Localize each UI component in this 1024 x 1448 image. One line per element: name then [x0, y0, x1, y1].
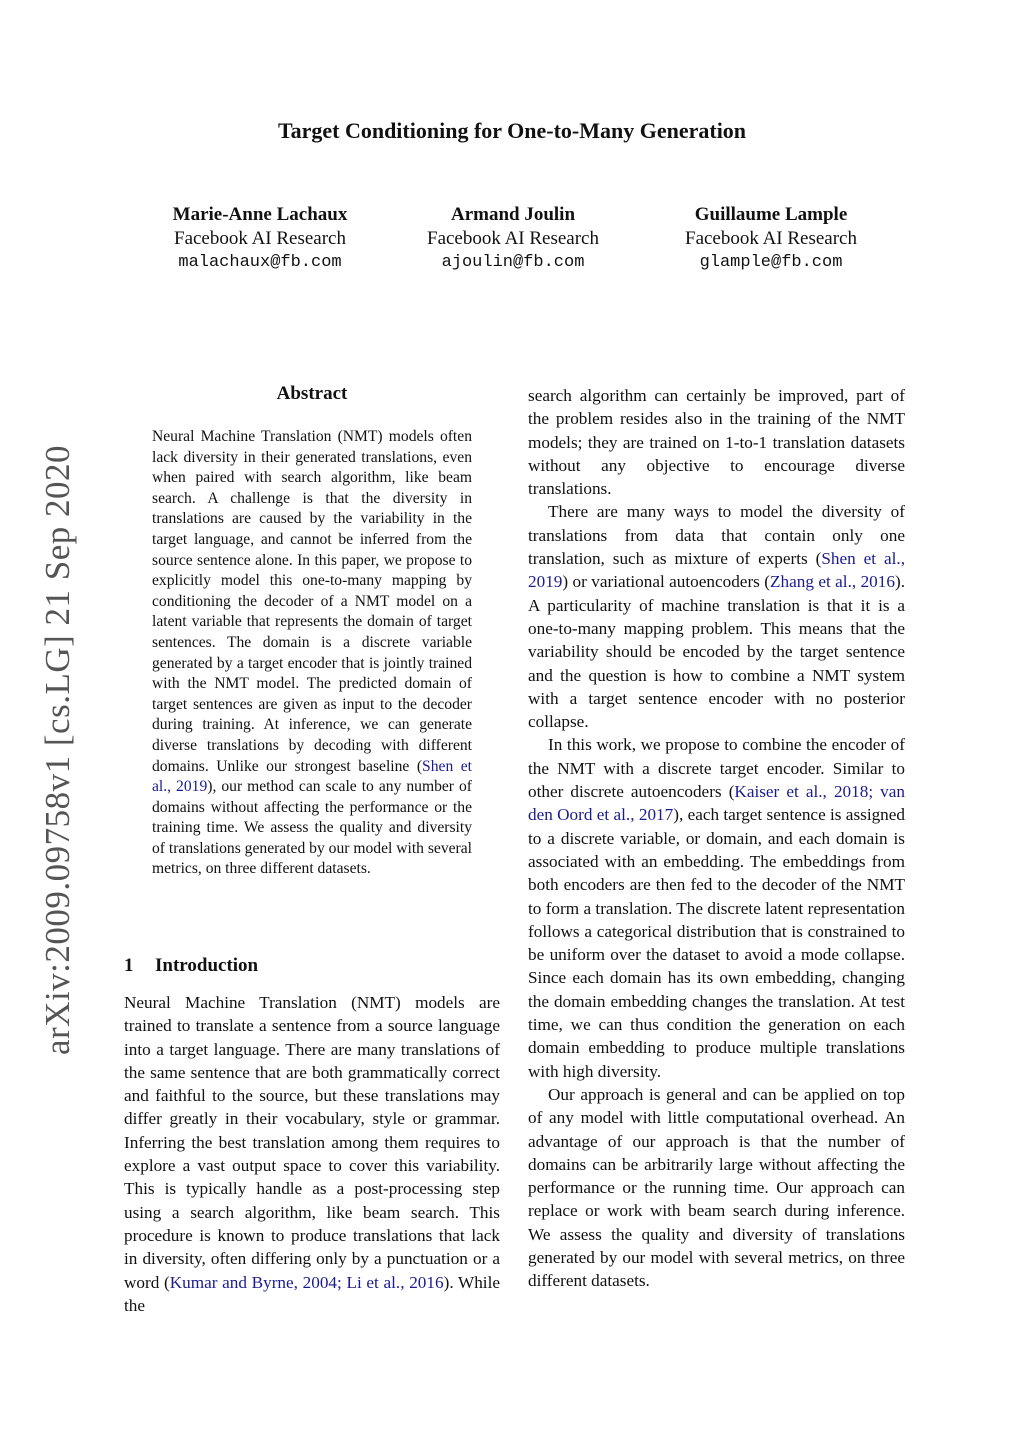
author-affiliation: Facebook AI Research	[427, 228, 599, 249]
intro-paragraph-4: Our approach is general and can be applied on top of any model with little computational overhead. An advantage of our approach is that the number of domains can be arbitrarily large without affecting the performance or the running time. Our approach can replace or work with beam search during inference. We assess the quality and diversity of translations generated by our model with several metrics, on three different datasets.	[528, 1084, 905, 1291]
intro-paragraph-1-continued: search algorithm can certainly be improved, part of the problem resides also in the training of the NMT models; they are trained on 1-to-1 translation datasets without any objective to encourage diverse translations.	[528, 386, 905, 499]
author-3	[621, 203, 921, 275]
intro-paragraph-2	[528, 500, 905, 733]
author-email: malachaux@fb.com	[178, 253, 342, 272]
citation-link[interactable]: Shen et al., 2019	[152, 757, 472, 796]
paragraph-text: There are many ways to model the diversity of translations from data that contain only one translation, such as mixture of experts (	[528, 502, 905, 569]
citation-link[interactable]: Kumar and Byrne, 2004; Li et al., 2016	[169, 1272, 444, 1292]
section-number: 1	[124, 955, 134, 976]
intro-paragraph-1	[124, 991, 500, 1317]
author-name: Marie-Anne Lachaux	[172, 204, 348, 225]
citation-link[interactable]: Shen et al., 2019	[528, 549, 905, 592]
author-affiliation: Facebook AI Research	[174, 228, 346, 249]
author-email: ajoulin@fb.com	[441, 253, 585, 272]
section-title: Introduction	[155, 955, 259, 976]
abstract-text	[152, 427, 472, 880]
abstract-heading: Abstract	[276, 383, 348, 404]
author-name: Guillaume Lample	[694, 204, 848, 225]
citation-link[interactable]: Zhang et al., 2016	[770, 572, 895, 592]
right-column	[528, 384, 905, 1293]
author-email: glample@fb.com	[699, 253, 843, 272]
paragraph-text: ), each target sentence is assigned to a discrete variable, or domain, and each domain is associated with an embedding. The embeddings from both encoders are then fed to the decoder of the NMT to form a translation. The discrete latent representation follows a categorical distribution that is constrained to be uniform over the dataset to avoid a mode collapse. Since each domain has its own embedding, changing the domain embedding changes the translation. At test time, we can thus condition the generation on each domain embedding to produce multiple translations with high diversity.	[528, 805, 906, 1081]
paragraph-text: Neural Machine Translation (NMT) models are trained to translate a sentence from a source language into a target language. There are many translations of the same sentence that are both grammatically correct and faithful to the source, but these translations may differ greatly in their vocabulary, style or grammar. Inferring the best translation among them requires to explore a vast output space to cover this variability. This is typically handle as a post-processing step using a search algorithm, like beam search. This procedure is known to produce translations that lack in diversity, often differing only by a punctuation or a word (	[124, 993, 500, 1292]
citation-link[interactable]: Kaiser et al., 2018; van den Oord et al., 2017	[528, 782, 905, 825]
paragraph-text: ). While the	[124, 1272, 500, 1315]
paragraph-text: ). A particularity of machine translation is that it is a one-to-many mapping problem. This means that the variability should be encoded by the target sentence and the question is how to combine a NMT system with a target sentence encoder with no posterior collapse.	[528, 572, 905, 732]
author-affiliation: Facebook AI Research	[685, 228, 857, 249]
abstract-text-part: Neural Machine Translation (NMT) models often lack diversity in their generated translations, even when paired with search algorithm, like beam search. A challenge is that the diversity in translations are caused by the variability in the target language, and cannot be inferred from the source sentence alone. In this paper, we propose to explicitly model this one-to-many mapping by conditioning the decoder of a NMT model on a latent variable that represents the domain of target sentences. The domain is a discrete variable generated by a target encoder that is jointly trained with the NMT model. The predicted domain of target sentences are given as input to the decoder during training. At inference, we can generate diverse translations by decoding with different domains. Unlike our strongest baseline (	[152, 428, 472, 775]
arxiv-identifier: arXiv:2009.09758v1 [cs.LG] 21 Sep 2020	[38, 444, 77, 1056]
paragraph-text: In this work, we propose to combine the encoder of the NMT with a discrete target encoder. Similar to other discrete autoencoders (	[528, 735, 905, 802]
section-heading-introduction	[124, 955, 258, 977]
paragraph-text: ) or variational autoencoders (	[562, 572, 770, 592]
intro-paragraph-3	[528, 733, 905, 1082]
author-block	[0, 203, 1024, 283]
paper-title: Target Conditioning for One-to-Many Generation	[277, 118, 747, 143]
author-name: Armand Joulin	[450, 204, 576, 225]
abstract-text-part: ), our method can scale to any number of domains without affecting the performance or the training time. We assess the quality and diversity of translations generated by our model with several metrics, on three different datasets.	[152, 778, 473, 878]
author-2	[363, 203, 663, 275]
